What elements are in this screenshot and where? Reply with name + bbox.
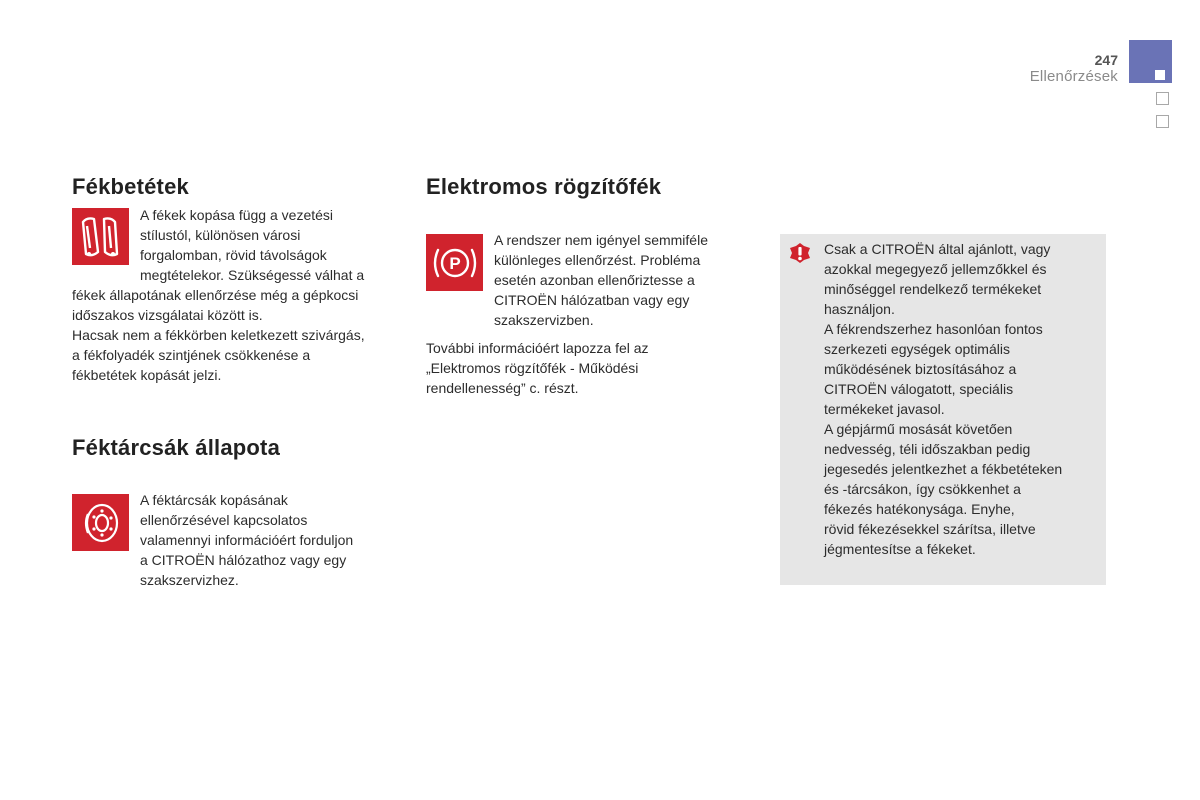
text-line: esetén azonban ellenőriztesse a [494,272,695,288]
warning-exclamation-icon [789,242,811,264]
section-title: Ellenőrzések [1029,68,1118,85]
brake-pads-icon [72,208,129,265]
text-line: „Elektromos rögzítőfék - Működési [426,360,639,376]
parking-brake-text [494,230,754,330]
text-line: valamennyi információért forduljon [140,532,354,548]
text-line: a fékfolyadék szintjének csökkenése a [72,347,311,363]
text-line: rendellenesség” c. részt. [426,380,579,396]
text-line: Hacsak nem a fékkörben keletkezett szivárgás, [72,327,365,343]
text-line: szerkezeti egységek optimális [824,341,1010,357]
brake-discs-text [140,490,400,590]
brake-pads-heading: Fékbetétek [72,174,189,199]
text-line: jegesedés jelentkezhet a fékbetéteken [824,461,1063,477]
brake-pads-text [72,285,412,385]
page-number: 247 [1094,52,1118,68]
text-line: fékek állapotának ellenőrzése még a gépkocsi [72,287,359,303]
brake-pads-text-wrapped [140,205,400,285]
text-line: termékeket javasol. [824,401,945,417]
text-line: megtételekor. Szükségessé válhat a [140,267,365,283]
text-line: minőséggel rendelkező termékeket [824,281,1042,297]
parking-brake-icon [426,234,483,291]
text-line: működésének biztosításához a [824,361,1017,377]
svg-text:P: P [448,253,461,273]
text-line: CITROËN válogatott, speciális [824,381,1014,397]
text-line: nedvesség, téli időszakban pedig [824,441,1031,457]
text-line: azokkal megegyező jellemzőkkel és [824,261,1047,277]
text-line: További információért lapozza fel az [426,340,649,356]
text-line: rövid fékezésekkel szárítsa, illetve [824,521,1036,537]
text-line: A fékek kopása függ a vezetési [140,207,334,223]
text-line: és -tárcsákon, így csökkenhet a [824,481,1021,497]
text-line: különleges ellenőrzést. Probléma [494,252,701,268]
text-line: fékezés hatékonysága. Enyhe, [824,501,1015,517]
text-line: A féktárcsák kopásának [140,492,288,508]
warning-text [824,239,1099,559]
text-line: szakszervizben. [494,312,594,328]
text-line: időszakos vizsgálatai között is. [72,307,263,323]
text-line: ellenőrzésével kapcsolatos [140,512,308,528]
text-line: stílustól, különösen városi [140,227,301,243]
text-line: a CITROËN hálózathoz vagy egy [140,552,347,568]
text-line: fékbetétek kopását jelzi. [72,367,222,383]
text-line: forgalomban, rövid távolságok [140,247,327,263]
text-line: A fékrendszerhez hasonlóan fontos [824,321,1043,337]
chapter-tab-active [1129,40,1172,83]
chapter-tab-box [1156,92,1169,105]
text-line: CITROËN hálózatban vagy egy [494,292,690,308]
parking-brake-heading: Elektromos rögzítőfék [426,174,662,199]
brake-disc-icon [72,494,129,551]
text-line: A gépjármű mosását követően [824,421,1013,437]
text-line: A rendszer nem igényel semmiféle [494,232,708,248]
parking-brake-more-info [426,338,746,398]
text-line: Csak a CITROËN által ajánlott, vagy [824,241,1051,257]
chapter-tab-box [1156,115,1169,128]
chapter-tab-marker [1155,70,1165,80]
text-line: szakszervizhez. [140,572,239,588]
text-line: jégmentesítse a fékeket. [824,541,976,557]
brake-discs-heading: Féktárcsák állapota [72,435,281,460]
text-line: használjon. [824,301,895,317]
